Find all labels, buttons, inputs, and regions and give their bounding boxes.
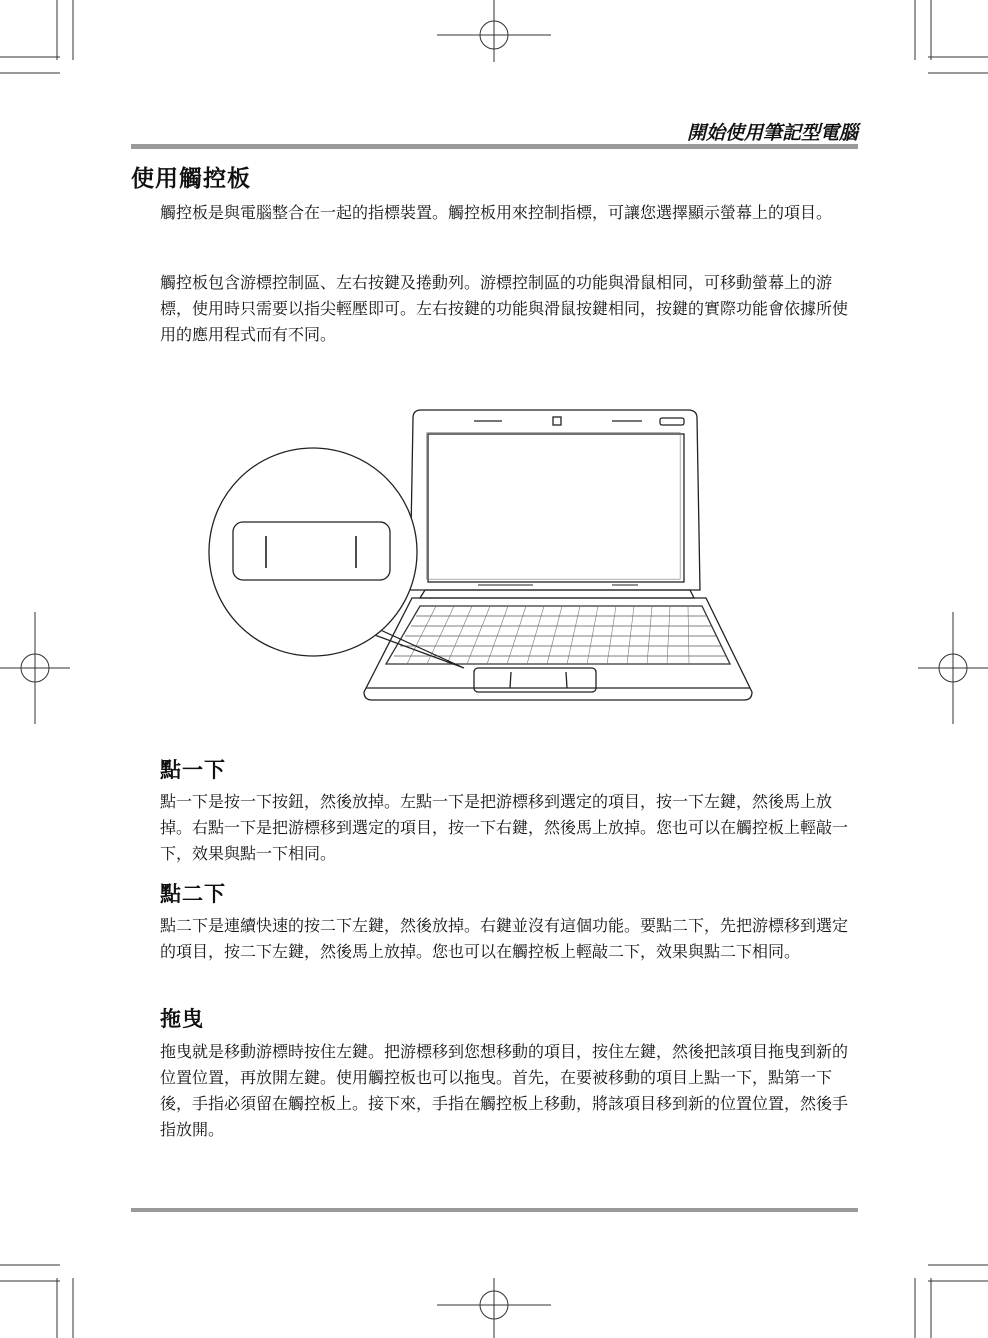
footer-rule [131,1208,858,1212]
running-header-title: 開始使用筆記型電腦 [686,122,858,144]
click-paragraph: 點一下是按一下按鈕，然後放掉。左點一下是把游標移到選定的項目，按一下左鍵，然後馬上放掉。右點一下是把游標移到選定的項目，按一下右鍵，然後馬上放掉。您也可以在觸控板上輕敲一下，效果與點一下相同。 [160,792,849,863]
double-click-heading: 點二下 [160,882,226,906]
drag-heading: 拖曳 [160,1007,204,1031]
laptop-lid [410,410,700,590]
intro-paragraph-2: 觸控板包含游標控制區、左右按鍵及捲動列。游標控制區的功能與滑鼠相同，可移動螢幕上的游標，使用時只需要以指尖輕壓即可。左右按鍵的功能與滑鼠按鍵相同，按鍵的實際功能會依據所使用的應用程式而有不同。 [160,273,849,344]
section-title: 使用觸控板 [131,166,251,192]
drag-paragraph: 拖曳就是移動游標時按住左鍵。把游標移到您想移動的項目，按住左鍵，然後把該項目拖曳到新的位置位置，再放開左鍵。使用觸控板也可以拖曳。首先，在要被移動的項目上點一下，點第一下後，手指必須留在觸控板上。接下來，手指在觸控板上移動，將該項目移到新的位置位置，然後手指放開。 [160,1042,849,1139]
double-click-paragraph: 點二下是連續快速的按二下左鍵，然後放掉。右鍵並沒有這個功能。要點二下，先把游標移到選定的項目，按二下左鍵，然後馬上放掉。您也可以在觸控板上輕敲二下，效果與點二下相同。 [160,916,849,961]
header-rule [131,144,858,149]
touchpad-zoom-surface [233,522,390,580]
laptop-touchpad-illustration [205,405,755,710]
laptop-keyboard [386,606,730,664]
laptop-display [428,434,684,582]
click-heading: 點一下 [160,758,226,782]
intro-paragraph-1: 觸控板是與電腦整合在一起的指標裝置。觸控板用來控制指標，可讓您選擇顯示螢幕上的項目。 [160,203,833,222]
